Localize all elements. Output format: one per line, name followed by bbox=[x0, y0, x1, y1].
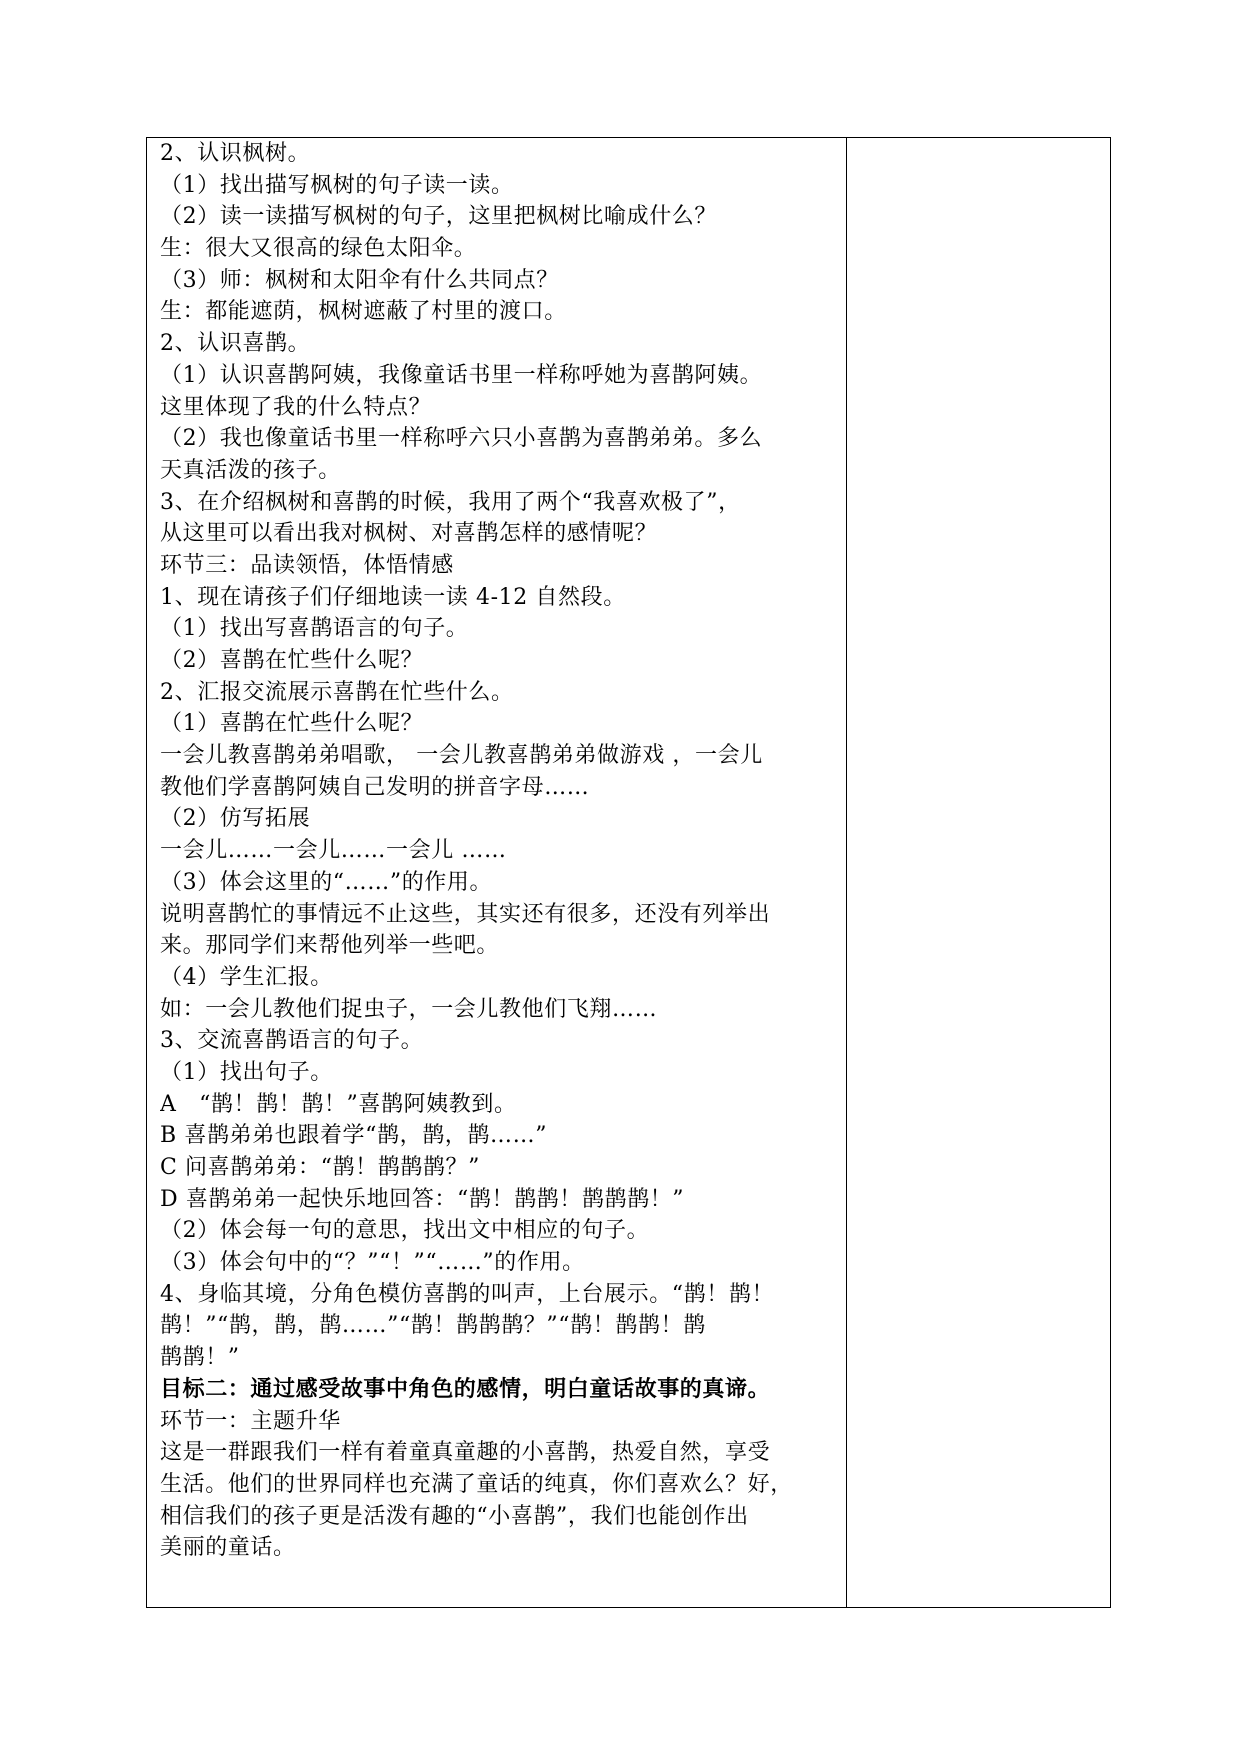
text-line: 4、身临其境，分角色模仿喜鹊的叫声，上台展示。“鹊！鹊！ bbox=[160, 1281, 775, 1307]
text-line: 鹊鹊！” bbox=[160, 1345, 240, 1371]
text-line: D 喜鹊弟弟一起快乐地回答：“鹊！鹊鹊！鹊鹊鹊！” bbox=[160, 1186, 685, 1212]
text-line: （1）找出描写枫树的句子读一读。 bbox=[160, 172, 514, 198]
text-line: 3、在介绍枫树和喜鹊的时候，我用了两个“我喜欢极了”， bbox=[160, 489, 741, 515]
text-line: 环节一：主题升华 bbox=[160, 1408, 341, 1434]
text-line: 1、现在请孩子们仔细地读一读 4-12 自然段。 bbox=[160, 584, 626, 610]
text-line: （1）找出写喜鹊语言的句子。 bbox=[160, 616, 469, 642]
text-line: B 喜鹊弟弟也跟着学“鹊，鹊，鹊……” bbox=[160, 1123, 548, 1149]
text-line: 美丽的童话。 bbox=[160, 1535, 296, 1561]
text-line: 鹊！”“鹊，鹊，鹊……”“鹊！鹊鹊鹊？”“鹊！鹊鹊！鹊 bbox=[160, 1313, 706, 1339]
text-line: A “鹊！鹊！鹊！”喜鹊阿姨教到。 bbox=[160, 1091, 517, 1117]
text-line: 从这里可以看出我对枫树、对喜鹊怎样的感情呢？ bbox=[160, 521, 658, 547]
text-line: （2）仿写拓展 bbox=[160, 806, 311, 832]
text-line: 教他们学喜鹊阿姨自己发明的拼音字母…… bbox=[160, 774, 590, 800]
text-line: 生活。他们的世界同样也充满了童话的纯真，你们喜欢么？好， bbox=[160, 1471, 793, 1497]
text-line: 说明喜鹊忙的事情远不止这些，其实还有很多，还没有列举出 bbox=[160, 901, 771, 927]
text-line: （3）师：枫树和太阳伞有什么共同点？ bbox=[160, 267, 559, 293]
text-line: 生：很大又很高的绿色太阳伞。 bbox=[160, 236, 477, 262]
text-line: （2）我也像童话书里一样称呼六只小喜鹊为喜鹊弟弟。多么 bbox=[160, 426, 763, 452]
text-line: 天真活泼的孩子。 bbox=[160, 457, 341, 483]
text-line: 2、认识喜鹊。 bbox=[160, 331, 311, 357]
text-line: （2）体会每一句的意思，找出文中相应的句子。 bbox=[160, 1218, 650, 1244]
text-line: C 问喜鹊弟弟：“鹊！鹊鹊鹊？” bbox=[160, 1155, 480, 1180]
text-line: 2、认识枫树。 bbox=[160, 141, 311, 166]
text-line: 3、交流喜鹊语言的句子。 bbox=[160, 1028, 424, 1054]
text-line: 来。那同学们来帮他列举一些吧。 bbox=[160, 933, 500, 959]
text-line: （1）认识喜鹊阿姨，我像童话书里一样称呼她为喜鹊阿姨。 bbox=[160, 362, 763, 388]
table-row bbox=[147, 138, 1111, 1608]
lesson-content-cell bbox=[147, 138, 847, 1608]
section-heading: 目标二：通过感受故事中角色的感情，明白童话故事的真谛。 bbox=[160, 1375, 771, 1402]
text-line: （2）读一读描写枫树的句子，这里把枫树比喻成什么？ bbox=[160, 204, 717, 230]
notes-cell bbox=[847, 138, 1111, 1608]
lesson-content bbox=[147, 138, 846, 1564]
text-line: （3）体会句中的“？”“！”“……”的作用。 bbox=[160, 1250, 585, 1276]
text-line: 生：都能遮荫，枫树遮蔽了村里的渡口。 bbox=[160, 299, 567, 325]
text-line: 如：一会儿教他们捉虫子，一会儿教他们飞翔…… bbox=[160, 996, 658, 1022]
text-line: 2、汇报交流展示喜鹊在忙些什么。 bbox=[160, 679, 514, 705]
text-line: 环节三：品读领悟，体悟情感 bbox=[160, 552, 454, 578]
lesson-plan-table bbox=[146, 137, 1111, 1608]
text-line: （1）喜鹊在忙些什么呢？ bbox=[160, 711, 424, 737]
text-line: 一会儿教喜鹊弟弟唱歌， 一会儿教喜鹊弟弟做游戏 ，一会儿 bbox=[160, 743, 763, 769]
text-line: 这里体现了我的什么特点？ bbox=[160, 394, 432, 420]
text-line: （3）体会这里的“……”的作用。 bbox=[160, 869, 493, 895]
text-line: 相信我们的孩子更是活泼有趣的“小喜鹊”，我们也能创作出 bbox=[160, 1503, 749, 1529]
text-line: 一会儿……一会儿……一会儿 …… bbox=[160, 838, 507, 864]
text-line: 这是一群跟我们一样有着童真童趣的小喜鹊，热爱自然，享受 bbox=[160, 1440, 771, 1466]
text-line: （1）找出句子。 bbox=[160, 1059, 333, 1085]
text-line: （2）喜鹊在忙些什么呢？ bbox=[160, 648, 424, 673]
text-line: （4）学生汇报。 bbox=[160, 964, 333, 990]
